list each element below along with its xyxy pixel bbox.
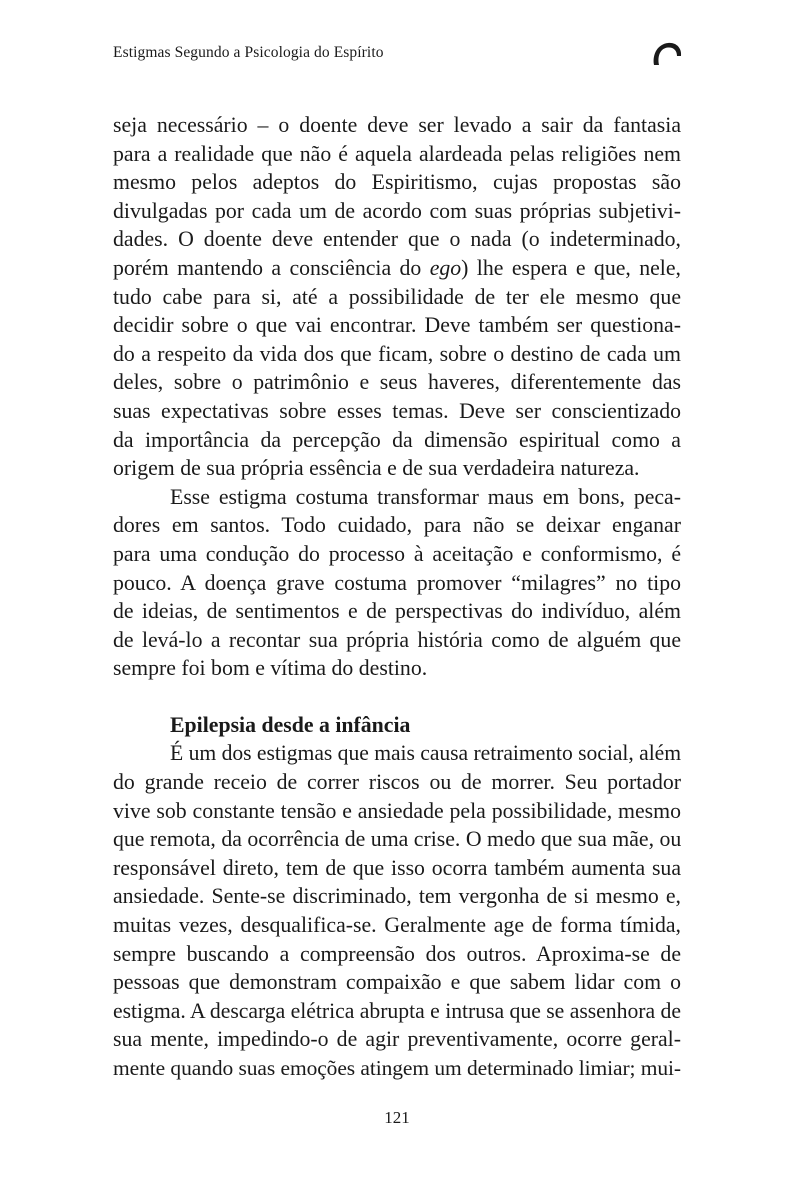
text-line: pouco. A doença grave costuma promover “milagres” no tipo [113,570,681,595]
text-line: decidir sobre o que vai encontrar. Deve também ser questiona- [113,313,681,338]
text-line-with-italic [113,254,681,283]
page-number: 121 [384,1108,410,1127]
text-line: origem de sua própria essência e de sua verdadeira natureza. [113,456,640,481]
text-line: dores em santos. Todo cuidado, para não se deixar enganar [113,513,681,538]
text-line: muitas vezes, desqualifica-se. Geralmente age de forma tímida, [113,913,681,938]
text-line: dades. O doente deve entender que o nada (o indeterminado, [113,227,681,252]
text-line: vive sob constante tensão e ansiedade pela possibilidade, mesmo [113,798,681,823]
paragraph-1 [113,111,681,483]
text-line: divulgadas por cada um de acordo com suas próprias subjetivi- [113,198,681,223]
text-line: para a realidade que não é aquela alardeada pelas religiões nem [113,141,681,166]
text-fragment: ) lhe espera e que, nele, [461,255,681,280]
text-line: sempre foi bom e vítima do destino. [113,656,428,681]
text-line: deles, sobre o patrimônio e seus haveres, diferentemente das [113,370,681,395]
text-line: seja necessário – o doente deve ser levado a sair da fantasia [113,113,681,137]
text-line: de ideias, de sentimentos e de perspectivas do indivíduo, além [113,599,681,624]
text-line: ansiedade. Sente-se discriminado, tem vergonha de si mesmo e, [113,884,681,909]
section-spacer [113,683,681,711]
text-line: tudo cabe para si, até a possibilidade de ter ele mesmo que [113,284,681,309]
running-header-title: Estigmas Segundo a Psicologia do Espírito [113,44,384,61]
text-line: pessoas que demonstram compaixão e que sabem lidar com o [113,970,681,995]
text-line: sua mente, impedindo-o de agir preventivamente, ocorre geral- [113,1027,681,1052]
text-line: do a respeito da vida dos que ficam, sobre o destino de cada um [113,341,681,366]
text-line: mesmo pelos adeptos do Espiritismo, cujas propostas são [113,170,681,195]
publisher-logo-icon [650,38,684,68]
text-line: suas expectativas sobre esses temas. Deve ser conscientizado [113,398,681,423]
text-line: estigma. A descarga elétrica abrupta e intrusa que se assenhora de [113,998,681,1023]
text-line: sempre buscando a compreensão dos outros. Aproxima-se de [113,941,681,966]
text-fragment: porém mantendo a consciência do [113,255,430,280]
body-text [113,111,681,1083]
text-line: de levá-lo a recontar sua própria história como de alguém que [113,627,681,652]
text-line: mente quando suas emoções atingem um determinado limiar; mui- [113,1056,681,1080]
text-line: da importância da percepção da dimensão espiritual como a [113,427,681,452]
text-line: para uma condução do processo à aceitação e conformismo, é [113,541,681,566]
text-line: É um dos estigmas que mais causa retraimento social, além [170,741,681,766]
text-line: do grande receio de correr riscos ou de morrer. Seu portador [113,770,681,795]
text-line: que remota, da ocorrência de uma crise. O medo que sua mãe, ou [113,827,682,852]
italic-term: ego [429,255,462,280]
text-line: responsável direto, tem de que isso ocorra também aumenta sua [113,855,681,880]
paragraph-3 [113,739,681,1082]
paragraph-2 [113,483,681,683]
text-line: Esse estigma costuma transformar maus em bons, peca- [170,484,681,509]
section-heading: Epilepsia desde a infância [170,712,411,737]
